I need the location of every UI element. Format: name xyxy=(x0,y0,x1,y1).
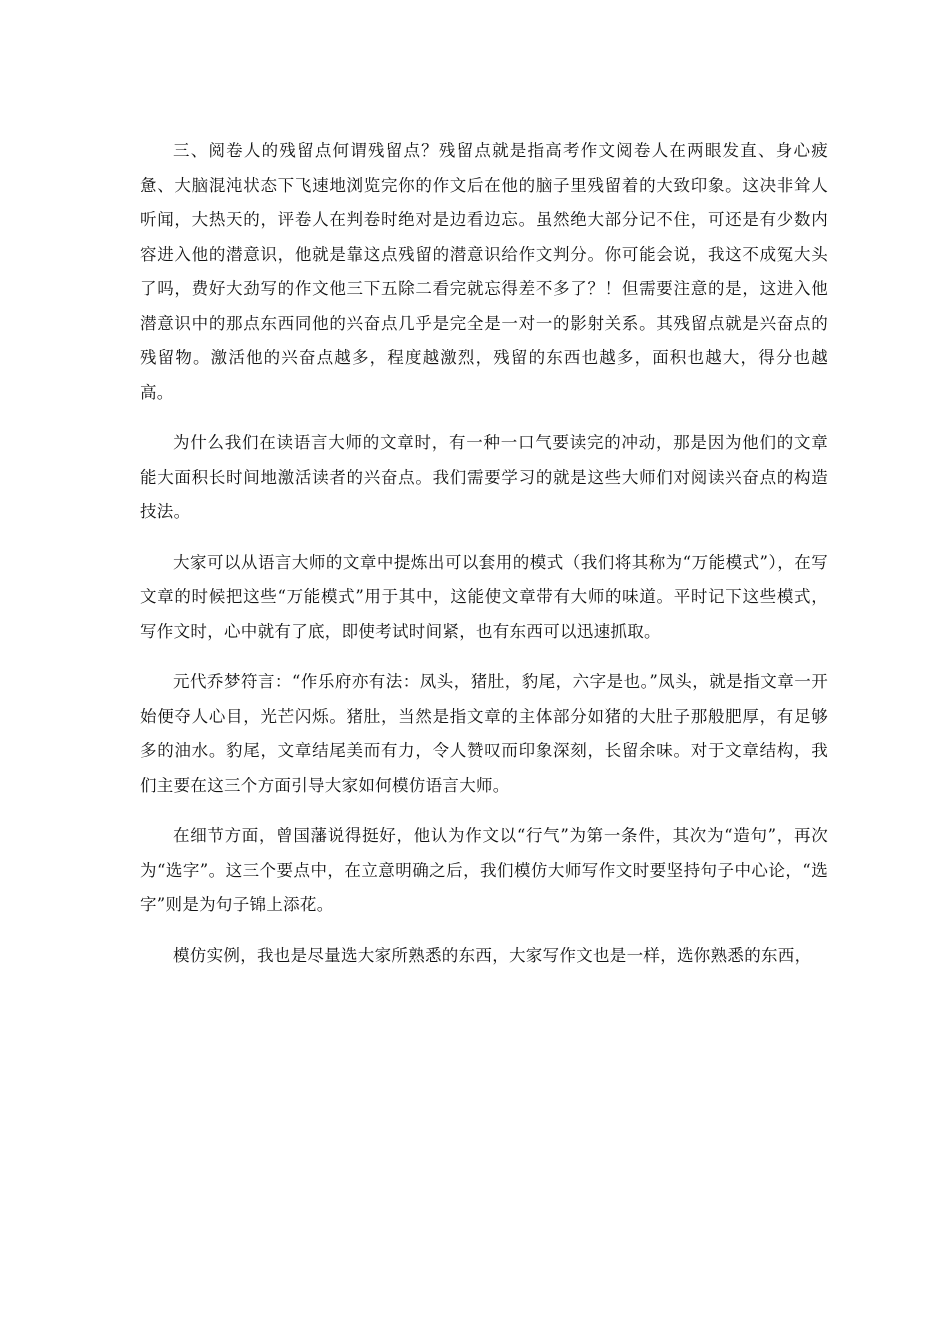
paragraph-imitation-examples: 模仿实例，我也是尽量选大家所熟悉的东西，大家写作文也是一样，选你熟悉的东西， xyxy=(173,945,812,965)
paragraph-zeng-guofan-details: 在细节方面，曾国藩说得挺好，他认为作文以“行气”为第一条件，其次为“造句”，再次为“选字”。这三个要点中，在立意明确之后，我们模仿大师写作文时要坚持句子中心论，“选字”则是为句子锦上添花。 xyxy=(140,826,828,914)
paragraph-phoenix-head-leopard-tail: 元代乔梦符言：“作乐府亦有法：凤头，猪肚，豹尾，六字是也。”凤头，就是指文章一开始便夺人心目，光芒闪烁。猪肚，当然是指文章的主体部分如猪的大肚子那般肥厚，有足够多的油水。豹尾，文章结尾美而有力，令人赞叹而印象深刻，长留余味。对于文章结构，我们主要在这三个方面引导大家如何模仿语言大师。 xyxy=(140,672,828,795)
paragraph-residual-point: 三、阅卷人的残留点何谓残留点？残留点就是指高考作文阅卷人在两眼发直、身心疲惫、大脑混沌状态下飞速地浏览完你的作文后在他的脑子里残留着的大致印象。这决非耸人听闻，大热天的，评卷人在判卷时绝对是边看边忘。虽然绝大部分记不住，可还是有少数内容进入他的潜意识，他就是靠这点残留的潜意识给作文判分。你可能会说，我这不成冤大头了吗，费好大劲写的作文他三下五除二看完就忘得差不多了？！但需要注意的是，这进入他潜意识中的那点东西同他的兴奋点几乎是完全是一对一的影射关系。其残留点就是兴奋点的残留物。激活他的兴奋点越多，程度越激烈，残留的东西也越多，面积也越大，得分也越高。 xyxy=(140,141,828,402)
paragraph-master-excitement: 为什么我们在读语言大师的文章时，有一种一口气要读完的冲动，那是因为他们的文章能大面积长时间地激活读者的兴奋点。我们需要学习的就是这些大师们对阅读兴奋点的构造技法。 xyxy=(140,433,828,521)
document-body xyxy=(140,134,828,989)
paragraph-universal-patterns: 大家可以从语言大师的文章中提炼出可以套用的模式（我们将其称为“万能模式”），在写文章的时候把这些“万能模式”用于其中，这能使文章带有大师的味道。平时记下这些模式，写作文时，心中就有了底，即使考试时间紧，也有东西可以迅速抓取。 xyxy=(140,552,828,641)
